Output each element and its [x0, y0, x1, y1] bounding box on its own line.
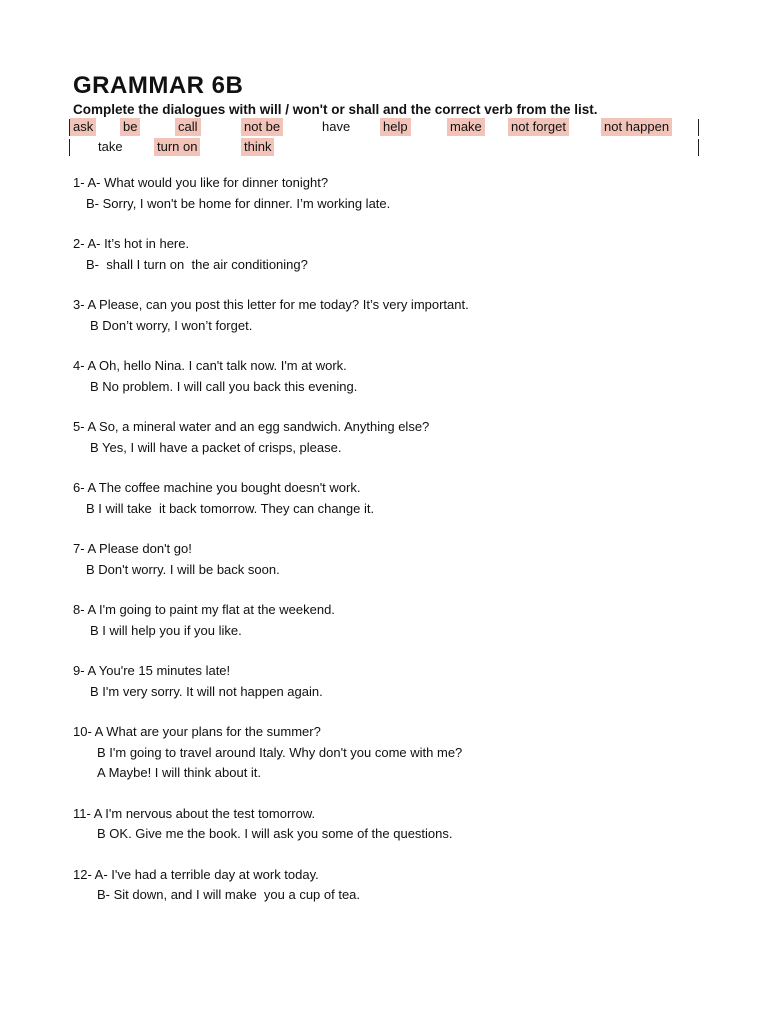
dialogue-item — [73, 722, 713, 784]
dialogue-line: B I'm very sorry. It will not happen again. — [90, 683, 323, 699]
dialogue-item — [73, 295, 713, 336]
dialogue-line: B Don’t worry, I won’t forget. — [90, 317, 253, 333]
page-title: GRAMMAR 6B — [73, 72, 244, 99]
dialogue-line: 12- A- I've had a terrible day at work today. — [73, 866, 319, 882]
word-chip: make — [447, 118, 485, 136]
dialogue-item — [73, 804, 713, 845]
word-chip: ask — [70, 118, 96, 136]
dialogue-line: 2- A- It’s hot in here. — [73, 236, 190, 251]
dialogue-line: B I'm going to travel around Italy. Why don't you come with me? — [97, 744, 463, 760]
dialogue-line: B I will help you if you like. — [90, 622, 242, 638]
dialogue-line: 11- A I'm nervous about the test tomorrow. — [73, 805, 316, 821]
dialogue-line: 9- A You're 15 minutes late! — [73, 663, 231, 678]
dialogue-line: B- shall I turn on the air conditioning? — [86, 256, 308, 272]
word-box-left-border — [69, 139, 70, 156]
word-chip: be — [120, 118, 140, 136]
word-list-box — [69, 118, 700, 158]
dialogue-line: 8- A I'm going to paint my flat at the weekend. — [73, 602, 335, 617]
dialogue-item — [73, 234, 713, 275]
dialogue-line: B- Sit down, and I will make you a cup of tea. — [97, 887, 361, 902]
dialogue-line: B I will take it back tomorrow. They can change it. — [86, 500, 375, 516]
dialogue-line: B- Sorry, I won't be home for dinner. I’m working late. — [86, 195, 391, 211]
dialogue-line: 7- A Please don't go! — [73, 541, 192, 556]
dialogue-item — [73, 478, 713, 519]
dialogue-line: 5- A So, a mineral water and an egg sandwich. Anything else? — [73, 419, 430, 434]
dialogue-item — [73, 661, 713, 702]
dialogue-item — [73, 865, 713, 906]
dialogue-line: B Don't worry. I will be back soon. — [86, 561, 280, 577]
word-chip: not be — [241, 118, 283, 136]
dialogue-item — [73, 417, 713, 458]
dialogue-line: A Maybe! I will think about it. — [97, 765, 262, 780]
word-chip: not forget — [508, 118, 569, 136]
dialogue-item — [73, 539, 713, 580]
word-chip: think — [241, 138, 274, 156]
dialogue-item — [73, 173, 713, 214]
dialogue-line: 10- A What are your plans for the summer? — [73, 724, 321, 739]
dialogue-line: 3- A Please, can you post this letter for me today? It’s very important. — [73, 297, 469, 312]
instructions: Complete the dialogues with will / won't or shall and the correct verb from the list. — [73, 102, 598, 117]
word-chip: take — [98, 139, 123, 154]
dialogue-line: 1- A- What would you like for dinner tonight? — [73, 175, 329, 190]
dialogue-line: B No problem. I will call you back this evening. — [90, 378, 358, 394]
dialogue-line: 6- A The coffee machine you bought doesn't work. — [73, 480, 361, 495]
word-chip: not happen — [601, 118, 672, 136]
dialogue-item — [73, 356, 713, 397]
dialogue-list — [73, 173, 713, 926]
dialogue-line: B Yes, I will have a packet of crisps, please. — [90, 439, 342, 455]
word-chip: call — [175, 118, 201, 136]
word-chip: help — [380, 118, 411, 136]
word-box-right-border — [698, 119, 699, 136]
word-chip: turn on — [154, 138, 200, 156]
word-box-right-border — [698, 139, 699, 156]
dialogue-item — [73, 600, 713, 641]
word-chip: have — [322, 119, 351, 134]
dialogue-line: B OK. Give me the book. I will ask you some of the questions. — [97, 826, 453, 841]
dialogue-line: 4- A Oh, hello Nina. I can't talk now. I'm at work. — [73, 358, 347, 373]
